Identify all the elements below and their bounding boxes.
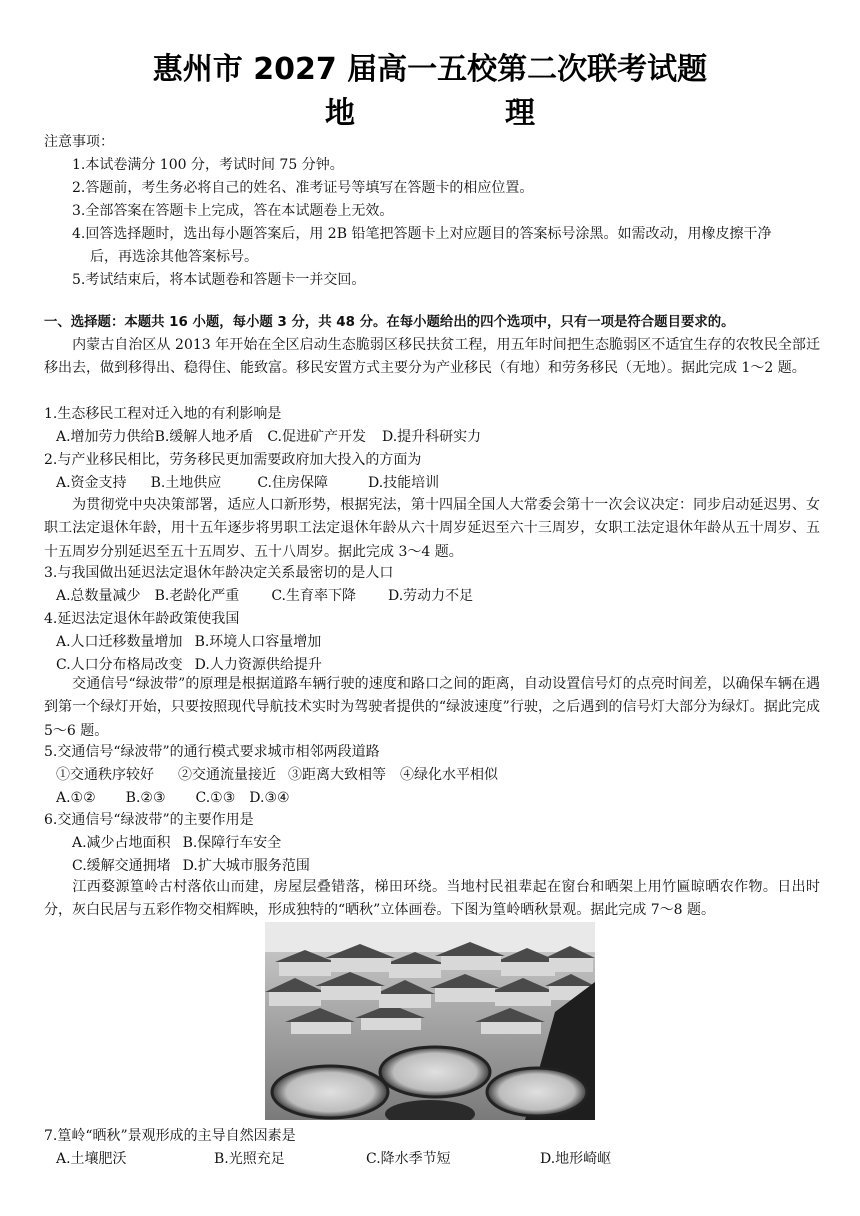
notice-item: 1.本试卷满分 100 分，考试时间 75 分钟。 bbox=[72, 157, 344, 173]
question-1-stem: 1.生态移民工程对迁入地的有利影响是 bbox=[44, 406, 282, 422]
question-4-options-row2 bbox=[56, 655, 322, 675]
option-d: D.扩大城市服务范围 bbox=[182, 858, 310, 874]
question-2-stem: 2.与产业移民相比，劳务移民更加需要政府加大投入的方面为 bbox=[44, 452, 422, 468]
option-c: C.住房保障 bbox=[257, 475, 328, 491]
option-b: B.保障行车安全 bbox=[182, 835, 282, 851]
huangling-photo bbox=[265, 922, 595, 1120]
village-sun-drying-image bbox=[265, 922, 595, 1120]
question-2-options bbox=[56, 473, 439, 493]
passage-3-text: 交通信号“绿波带”的原理是根据道路车辆行驶的速度和路口之间的距离，自动设置信号灯的点亮时间差，以确保车辆在遇到第一个绿灯开始，只要按照现代导航技术实时为驾驶者提供的“绿波速度”行驶，之后遇到的信号灯大部分为绿灯。据此完成 5～6 题。 bbox=[44, 676, 820, 739]
option-b: B.老龄化严重 bbox=[154, 588, 240, 604]
option-d: D.劳动力不足 bbox=[387, 588, 474, 604]
notice-item: 4.回答选择题时，选出每小题答案后，用 2B 铅笔把答题卡上对应题目的答案标号涂黑。如需改动，用橡皮擦干净 bbox=[72, 226, 772, 242]
question-6-options-row1 bbox=[72, 833, 281, 853]
option-d: D.技能培训 bbox=[367, 475, 440, 491]
subject-title: 地 理 bbox=[325, 96, 595, 131]
option-d: D.地形崎岖 bbox=[540, 1151, 612, 1167]
option-c: C.缓解交通拥堵 bbox=[72, 858, 171, 874]
option-b: B.环境人口容量增加 bbox=[194, 634, 322, 650]
option-c: C.降水季节短 bbox=[366, 1151, 451, 1167]
question-1-options bbox=[56, 427, 481, 447]
question-4-stem: 4.延迟法定退休年龄政策使我国 bbox=[44, 611, 240, 627]
exam-title: 惠州市 2027 届高一五校第二次联考试题 bbox=[152, 52, 708, 87]
notice-heading: 注意事项： bbox=[44, 134, 114, 150]
question-3-stem: 3.与我国做出延迟法定退休年龄决定关系最密切的是人口 bbox=[44, 565, 394, 581]
option-a: A.土壤肥沃 bbox=[56, 1151, 127, 1167]
question-6-stem: 6.交通信号“绿波带”的主要作用是 bbox=[44, 812, 254, 828]
option-a: A.资金支持 bbox=[56, 475, 127, 491]
statement-1: ①交通秩序较好 bbox=[56, 767, 154, 783]
option-c: C.生育率下降 bbox=[271, 588, 356, 604]
option-a: A.增加劳力供给 bbox=[56, 429, 155, 445]
statement-3: ③距离大致相等 bbox=[288, 767, 386, 783]
question-7-stem: 7.篁岭“晒秋”景观形成的主导自然因素是 bbox=[44, 1128, 296, 1144]
section-heading: 一、选择题：本题共 16 小题，每小题 3 分，共 48 分。在每小题给出的四个选项中，只有一项是符合题目要求的。 bbox=[44, 315, 735, 330]
option-b: B.②③ bbox=[125, 790, 166, 806]
question-5-statements bbox=[56, 765, 498, 785]
option-b: B.土地供应 bbox=[150, 475, 222, 491]
question-4-options-row1 bbox=[56, 632, 321, 652]
option-a: A.总数量减少 bbox=[56, 588, 141, 604]
option-d: D.人力资源供给提升 bbox=[194, 657, 322, 673]
statement-4: ④绿化水平相似 bbox=[400, 767, 498, 783]
option-d: D.③④ bbox=[249, 790, 290, 806]
question-6-options-row2 bbox=[72, 856, 310, 876]
passage-3 bbox=[44, 673, 820, 743]
question-5-stem: 5.交通信号“绿波带”的通行模式要求城市相邻两段道路 bbox=[44, 744, 380, 760]
option-a: A.人口迁移数量增加 bbox=[56, 634, 183, 650]
notice-item: 3.全部答案在答题卡上完成，答在本试题卷上无效。 bbox=[72, 203, 394, 219]
passage-2-text: 为贯彻党中央决策部署，适应人口新形势，根据宪法，第十四届全国人大常委会第十一次会议决定：同步启动延迟男、女职工法定退休年龄，用十五年逐步将男职工法定退休年龄从六十周岁延迟至六十三周岁，女职工法定退休年龄从五十周岁、五十五周岁分别延迟至五十五周岁、五十八周岁。据此完成 3～4 题。 bbox=[44, 497, 820, 560]
option-d: D.提升科研实力 bbox=[381, 429, 482, 445]
option-b: B.光照充足 bbox=[214, 1151, 285, 1167]
statement-2: ②交通流量接近 bbox=[178, 767, 276, 783]
option-b: B.缓解人地矛盾 bbox=[154, 429, 254, 445]
passage-1 bbox=[44, 334, 820, 381]
option-c: C.人口分布格局改变 bbox=[56, 657, 183, 673]
passage-4 bbox=[44, 876, 820, 923]
notice-item: 后，再选涂其他答案标号。 bbox=[90, 249, 258, 265]
notice-item: 5.考试结束后，将本试题卷和答题卡一并交回。 bbox=[72, 272, 366, 288]
option-c: C.促进矿产开发 bbox=[267, 429, 366, 445]
question-3-options bbox=[56, 586, 473, 606]
question-7-options bbox=[56, 1149, 611, 1169]
passage-2 bbox=[44, 494, 820, 564]
option-c: C.①③ bbox=[195, 790, 236, 806]
option-a: A.①② bbox=[56, 790, 96, 806]
notice-item: 2.答题前，考生务必将自己的姓名、准考证号等填写在答题卡的相应位置。 bbox=[72, 180, 534, 196]
passage-4-text: 江西婺源篁岭古村落依山而建，房屋层叠错落，梯田环绕。当地村民祖辈起在窗台和晒架上用竹匾晾晒农作物。日出时分，灰白民居与五彩作物交相辉映，形成独特的“晒秋”立体画卷。下图为篁岭晒秋景观。据此完成 7～8 题。 bbox=[44, 879, 820, 919]
passage-1-text: 内蒙古自治区从 2013 年开始在全区启动生态脆弱区移民扶贫工程，用五年时间把生态脆弱区不适宜生存的农牧民全部迁移出去，做到移得出、稳得住、能致富。移民安置方式主要分为产业移民（有地）和劳务移民（无地）。据此完成 1～2 题。 bbox=[44, 337, 820, 377]
question-5-options bbox=[56, 788, 290, 808]
option-a: A.减少占地面积 bbox=[72, 835, 171, 851]
